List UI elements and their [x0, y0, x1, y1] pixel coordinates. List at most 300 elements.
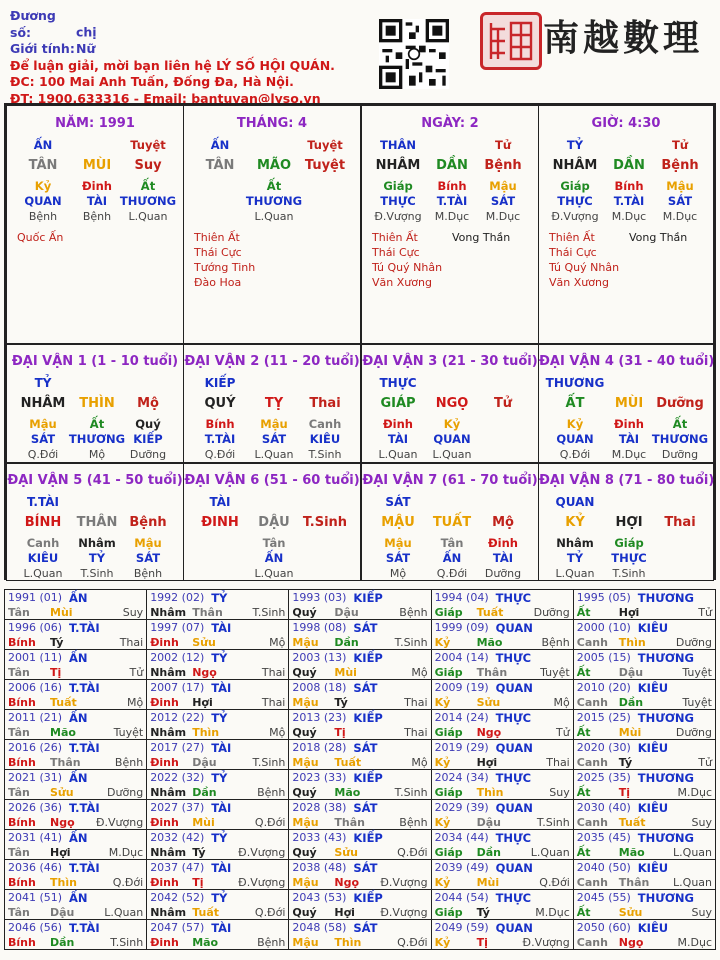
- pillar-row5-text: Đ.Vượng: [551, 210, 599, 223]
- year-god: KIẾP: [353, 711, 383, 725]
- year-stage: Tuyệt: [682, 696, 712, 709]
- pillar-mid-text: Suy: [134, 158, 162, 173]
- year-cell-content: [574, 650, 715, 679]
- year-cell: [147, 920, 289, 950]
- year-stem: Canh: [576, 936, 608, 949]
- pillar-row3-text: Bính: [437, 179, 467, 193]
- dai-van-row5-text: T.Sinh: [612, 567, 646, 580]
- dai-van-mid-text: ẤT: [565, 396, 585, 411]
- year-god: KIẾP: [353, 891, 383, 905]
- year-cell: [431, 770, 573, 800]
- year-god: ẤN: [69, 771, 88, 785]
- year-cell: [289, 770, 431, 800]
- dai-van-row3-text: Tân: [440, 536, 464, 550]
- year-god: T.TÀI: [69, 681, 100, 695]
- year-god: SÁT: [353, 741, 378, 755]
- pillar-row4-text: THỰC: [557, 194, 593, 208]
- year-label: 2050 (60): [576, 921, 631, 934]
- dai-van-row4-text: T.TÀI: [204, 432, 236, 446]
- year-stem: Canh: [576, 756, 608, 769]
- year-label: 2016 (26): [8, 741, 63, 754]
- year-stem: Đinh: [150, 636, 179, 649]
- pillar-row3-text: Giáp: [383, 179, 413, 193]
- year-label: 2024 (34): [434, 771, 489, 784]
- pillar-row5-text: M.Dục: [434, 210, 470, 223]
- pillar-top-text: ẤN: [210, 138, 230, 152]
- year-cell: [431, 890, 573, 920]
- dai-van-row3-text: Mậu: [134, 536, 162, 550]
- dai-van-row3-text: Canh: [308, 417, 342, 431]
- year-cell-content: [147, 800, 288, 829]
- year-god: TÀI: [211, 621, 232, 635]
- year-stage: Thai: [119, 636, 144, 649]
- dai-van-god: TỶ: [34, 376, 52, 390]
- year-label: 2027 (37): [150, 801, 205, 814]
- dai-van-god: QUAN: [555, 495, 595, 509]
- year-god: KIẾP: [353, 651, 383, 665]
- year-stage: Tuyệt: [113, 726, 144, 739]
- pillar-mid-text: Tuyệt: [304, 158, 346, 173]
- year-label: 2019 (29): [434, 741, 489, 754]
- year-god: THỰC: [495, 711, 532, 725]
- year-god: THƯƠNG: [637, 831, 694, 845]
- year-cell: [573, 620, 715, 650]
- year-stem: Quý: [292, 786, 317, 799]
- year-cell-content: [432, 860, 573, 889]
- year-cell-content: [289, 920, 430, 949]
- star-left: Văn Xương: [549, 276, 609, 289]
- year-branch: Thân: [50, 756, 81, 769]
- year-cell: [5, 890, 147, 920]
- year-branch: Tý: [50, 636, 64, 649]
- year-cell-content: [5, 890, 146, 919]
- year-cell: [431, 680, 573, 710]
- year-cell: [147, 890, 289, 920]
- qr-code-icon: [379, 19, 449, 89]
- dai-van-row5-text: L.Quan: [254, 448, 294, 461]
- year-cell: [431, 650, 573, 680]
- year-god: TÀI: [211, 921, 232, 935]
- star-left: Thái Cực: [194, 246, 242, 259]
- year-stage: Dưỡng: [107, 786, 144, 799]
- year-stem: Kỷ: [434, 816, 451, 829]
- year-cell: [431, 830, 573, 860]
- year-cell-content: [147, 590, 288, 619]
- year-cell: [289, 920, 431, 950]
- pillar-mid-text: TÂN: [28, 158, 58, 173]
- year-cell-content: [147, 650, 288, 679]
- year-god: SÁT: [353, 921, 378, 935]
- year-cell-content: [432, 740, 573, 769]
- pillar-top-text: THÂN: [380, 138, 416, 152]
- year-branch: Thìn: [192, 726, 220, 739]
- dai-van-row4-text: SÁT: [385, 551, 411, 565]
- year-cell-content: [147, 770, 288, 799]
- pillar-top-text: Tử: [494, 138, 512, 152]
- year-cell-content: [5, 680, 146, 709]
- pillar-cell: [538, 105, 714, 344]
- year-cell-content: [432, 800, 573, 829]
- dai-van-mid-text: NGỌ: [435, 396, 469, 411]
- dai-van-row5-text: T.Sinh: [308, 448, 342, 461]
- dai-van-title: ĐẠI VẬN 6 (51 - 60 tuổi): [184, 473, 360, 488]
- year-cell: [5, 830, 147, 860]
- year-cell-content: [432, 650, 573, 679]
- dai-van-mid-text: Mộ: [137, 396, 159, 411]
- year-stage: Bệnh: [257, 936, 286, 949]
- dai-van-title: ĐẠI VẬN 8 (71 - 80 tuổi): [539, 473, 715, 488]
- dai-van-god: SÁT: [385, 495, 411, 509]
- year-stem: Bính: [8, 936, 36, 949]
- dai-van-row4-text: QUAN: [433, 432, 471, 446]
- dai-van-row5-text: L.Quan: [23, 567, 63, 580]
- year-label: 2036 (46): [8, 861, 63, 874]
- year-stem: Đinh: [150, 816, 179, 829]
- year-cell-content: [432, 890, 573, 919]
- year-branch: Mùi: [476, 876, 500, 889]
- year-stem: Canh: [576, 816, 608, 829]
- dai-van-row3-text: Canh: [26, 536, 60, 550]
- year-cell: [573, 860, 715, 890]
- year-stem: Kỷ: [434, 936, 451, 949]
- year-stem: Canh: [576, 636, 608, 649]
- year-stem: Tân: [8, 666, 30, 679]
- gender-value: Nữ: [76, 41, 96, 56]
- pillar-row3-text: Bính: [614, 179, 644, 193]
- year-stage: Đ.Vượng: [238, 846, 286, 859]
- year-stem: Kỷ: [434, 756, 451, 769]
- year-stage: Q.Đới: [254, 816, 286, 829]
- year-stage: T.Sinh: [394, 786, 428, 799]
- star-right: Vong Thần: [629, 231, 688, 244]
- year-god: ẤN: [69, 651, 88, 665]
- pillar-mid-text: NHÂM: [375, 158, 421, 173]
- year-god: KIẾP: [353, 831, 383, 845]
- year-label: 1997 (07): [150, 621, 205, 634]
- dai-van-row4-text: ẤN: [264, 551, 284, 565]
- year-label: 2028 (38): [292, 801, 347, 814]
- dai-van-row4-text: SÁT: [261, 432, 287, 446]
- year-cell: [573, 710, 715, 740]
- year-branch: Tuất: [618, 816, 646, 829]
- year-branch: Thân: [334, 816, 365, 829]
- year-stem: Nhâm: [150, 786, 187, 799]
- year-branch: Tị: [618, 786, 631, 799]
- year-stem: Nhâm: [150, 726, 187, 739]
- dai-van-mid-text: NHÂM: [20, 396, 66, 411]
- year-stage: Mộ: [269, 636, 286, 649]
- year-god: QUAN: [495, 921, 533, 935]
- star-left: Tú Quý Nhân: [549, 261, 620, 274]
- year-stage: Tuyệt: [682, 666, 712, 679]
- year-label: 2044 (54): [434, 891, 489, 904]
- dai-van-row5-text: Mộ: [88, 448, 106, 461]
- year-label: 2018 (28): [292, 741, 347, 754]
- year-stem: Bính: [8, 816, 36, 829]
- star-left: Thiên Ất: [372, 231, 418, 244]
- year-cell-content: [574, 710, 715, 739]
- year-label: 2025 (35): [576, 771, 631, 784]
- year-cell: [431, 860, 573, 890]
- year-stage: Tử: [556, 726, 570, 739]
- pillar-title: NĂM: 1991: [55, 116, 135, 131]
- year-cell: [5, 770, 147, 800]
- year-cell: [5, 860, 147, 890]
- dai-van-row4-text: THƯƠNG: [68, 432, 126, 446]
- year-label: 2033 (43): [292, 831, 347, 844]
- year-stem: Mậu: [292, 696, 319, 709]
- year-cell: [147, 740, 289, 770]
- year-label: 2032 (42): [150, 831, 205, 844]
- year-cell: [573, 740, 715, 770]
- year-stage: Tử: [698, 756, 712, 769]
- seal-stamp-icon: [480, 12, 542, 70]
- dai-van-row5-text: Q.Đới: [204, 448, 236, 461]
- year-branch: Ngọ: [192, 666, 217, 679]
- year-stem: Giáp: [434, 666, 463, 679]
- year-cell: [573, 920, 715, 950]
- year-cell-content: [289, 680, 430, 709]
- year-cell: [573, 830, 715, 860]
- dai-van-cell: [183, 344, 361, 463]
- year-stem: Canh: [576, 696, 608, 709]
- year-branch: Tuất: [334, 756, 362, 769]
- pillar-row3-text: Mậu: [489, 179, 517, 193]
- year-cell: [289, 740, 431, 770]
- year-branch: Dậu: [50, 906, 75, 919]
- year-label: 2005 (15): [576, 651, 631, 664]
- year-god: QUAN: [495, 681, 533, 695]
- year-god: ẤN: [69, 591, 88, 605]
- dai-van-row4-text: QUAN: [556, 432, 594, 446]
- pillar-row3-text: Kỷ: [34, 179, 52, 193]
- year-stem: Đinh: [150, 756, 179, 769]
- dai-van-row4-text: THƯƠNG: [651, 432, 709, 446]
- year-branch: Ngọ: [334, 876, 360, 889]
- year-cell: [289, 890, 431, 920]
- dai-van-row5-text: T.Sinh: [80, 567, 114, 580]
- year-label: 2047 (57): [150, 921, 205, 934]
- dai-van-row5-text: L.Quan: [555, 567, 595, 580]
- year-stage: Tuyệt: [540, 666, 570, 679]
- year-cell-content: [574, 680, 715, 709]
- dai-van-row3-text: Đinh: [614, 417, 644, 431]
- year-label: 2041 (51): [8, 891, 63, 904]
- year-cell: [431, 710, 573, 740]
- year-god: T.TÀI: [69, 621, 100, 635]
- year-stem: Quý: [292, 666, 317, 679]
- year-stage: Thai: [404, 696, 428, 709]
- year-god: TÀI: [211, 801, 232, 815]
- year-cell-content: [147, 680, 288, 709]
- year-label: 2038 (48): [292, 861, 347, 874]
- pillar-row5-text: Bệnh: [28, 210, 58, 223]
- year-god: KIẾP: [353, 591, 383, 605]
- pillar-row4-text: T.TÀI: [436, 194, 468, 208]
- year-cell-content: [574, 920, 715, 949]
- year-label: 2006 (16): [8, 681, 63, 694]
- pillar-top-text: TỶ: [566, 138, 584, 152]
- dai-van-title: ĐẠI VẬN 5 (41 - 50 tuổi): [7, 473, 183, 488]
- year-stage: Tử: [129, 666, 144, 679]
- year-label: 2023 (33): [292, 771, 347, 784]
- year-cell-content: [289, 890, 430, 919]
- year-branch: Dần: [192, 786, 217, 799]
- year-stage: Bệnh: [541, 636, 570, 649]
- year-stem: Ất: [576, 726, 591, 739]
- dai-van-cell: [538, 463, 714, 581]
- year-label: 2008 (18): [292, 681, 347, 694]
- year-branch: Tuất: [192, 906, 219, 919]
- dai-van-row3-text: Kỷ: [566, 417, 584, 431]
- year-stage: Thai: [404, 726, 428, 739]
- year-cell-content: [5, 860, 146, 889]
- pillar-row4-text: SÁT: [490, 194, 516, 208]
- year-stage: Suy: [122, 606, 144, 619]
- year-stage: Dưỡng: [675, 726, 712, 739]
- dai-van-title: ĐẠI VẬN 1 (1 - 10 tuổi): [11, 354, 179, 369]
- year-god: QUAN: [495, 801, 533, 815]
- year-label: 1993 (03): [292, 591, 347, 604]
- year-branch: Tị: [50, 666, 62, 679]
- dai-van-cell: [183, 463, 361, 581]
- year-god: T.TÀI: [69, 861, 100, 875]
- year-god: QUAN: [495, 741, 533, 755]
- pillar-row3-text: Ất: [140, 179, 156, 193]
- year-stage: Mộ: [411, 756, 428, 769]
- pillar-mid-text: TÂN: [205, 158, 235, 173]
- year-stage: Thai: [261, 666, 286, 679]
- dai-van-god: THƯƠNG: [545, 376, 605, 390]
- year-label: 2022 (32): [150, 771, 205, 784]
- year-branch: Mão: [618, 846, 645, 859]
- year-god: T.TÀI: [69, 741, 100, 755]
- year-stem: Nhâm: [150, 666, 187, 679]
- dai-van-cell: [6, 344, 184, 463]
- year-cell: [5, 800, 147, 830]
- year-branch: Sửu: [192, 636, 216, 649]
- year-cell: [431, 620, 573, 650]
- year-god: TÀI: [211, 861, 232, 875]
- year-cell-content: [289, 650, 430, 679]
- dai-van-cell: [361, 463, 539, 581]
- dai-van-row5-text: Q.Đới: [559, 448, 591, 461]
- dai-van-row3-text: Quý: [135, 417, 161, 431]
- year-stage: Đ.Vượng: [380, 906, 428, 919]
- star-left: Văn Xương: [372, 276, 432, 289]
- dai-van-row3-text: Mậu: [260, 417, 288, 431]
- year-cell-content: [574, 830, 715, 859]
- annual-table: [4, 589, 716, 953]
- dai-van-mid-text: Mộ: [492, 515, 514, 530]
- year-label: 2039 (49): [434, 861, 489, 874]
- year-cell: [147, 650, 289, 680]
- pillar-mid-text: DẦN: [613, 158, 645, 173]
- star-left: Thiên Ất: [549, 231, 595, 244]
- year-god: TỶ: [211, 831, 228, 845]
- dai-van-title: ĐẠI VẬN 7 (61 - 70 tuổi): [362, 473, 538, 488]
- year-label: 2045 (55): [576, 891, 631, 904]
- year-label: 2001 (11): [8, 651, 63, 664]
- year-label: 2046 (56): [8, 921, 63, 934]
- dai-van-mid-text: Tử: [493, 396, 513, 411]
- pillar-top-text: Tuyệt: [130, 138, 166, 152]
- year-cell: [5, 920, 147, 950]
- dai-van-mid-text: THÌN: [79, 396, 115, 411]
- year-god: THỰC: [495, 771, 532, 785]
- pillar-title: NGÀY: 2: [421, 116, 479, 131]
- dai-van-row3-text: Ất: [89, 417, 105, 431]
- year-label: 2042 (52): [150, 891, 205, 904]
- year-cell-content: [289, 830, 430, 859]
- year-cell-content: [289, 800, 430, 829]
- year-stage: Dưỡng: [675, 636, 712, 649]
- dai-van-god: KIẾP: [204, 376, 236, 390]
- dai-van-row3-text: Tân: [262, 536, 286, 550]
- pillar-mid-text: Bệnh: [484, 158, 522, 173]
- year-god: ẤN: [69, 831, 88, 845]
- dai-van-row5-text: Dưỡng: [484, 567, 522, 580]
- year-god: KIÊU: [637, 921, 669, 935]
- year-stem: Đinh: [150, 876, 179, 889]
- year-stage: Q.Đới: [112, 876, 144, 889]
- dai-van-mid-text: BÍNH: [24, 515, 62, 530]
- pillar-row5-text: L.Quan: [254, 210, 294, 223]
- year-stage: Q.Đới: [397, 846, 428, 859]
- pillar-row3-text: Giáp: [560, 179, 590, 193]
- year-label: 2010 (20): [576, 681, 631, 694]
- year-stem: Bính: [8, 756, 36, 769]
- year-stage: T.Sinh: [110, 936, 144, 949]
- year-branch: Thìn: [50, 876, 77, 889]
- year-stem: Ất: [576, 606, 591, 619]
- year-god: KIẾP: [353, 771, 383, 785]
- pillar-cell: [6, 105, 184, 344]
- dai-van-mid-text: THÂN: [76, 515, 118, 530]
- year-stage: Thai: [546, 756, 570, 769]
- star-left: Thái Cực: [372, 246, 420, 259]
- year-cell-content: [289, 770, 430, 799]
- year-stage: Bệnh: [399, 816, 428, 829]
- year-cell-content: [574, 860, 715, 889]
- year-stem: Nhâm: [150, 906, 187, 919]
- year-label: 2020 (30): [576, 741, 631, 754]
- year-god: TÀI: [211, 681, 232, 695]
- year-god: TỶ: [211, 591, 228, 605]
- dai-van-row5-text: Q.Đới: [436, 567, 468, 580]
- year-stem: Ất: [576, 666, 591, 679]
- year-branch: Hợi: [50, 846, 71, 859]
- year-god: KIÊU: [637, 801, 669, 815]
- year-label: 2015 (25): [576, 711, 631, 724]
- dai-van-row3-text: Nhâm: [556, 536, 594, 550]
- year-god: TỶ: [211, 651, 228, 665]
- year-stem: Giáp: [434, 846, 463, 859]
- year-cell-content: [432, 830, 573, 859]
- dai-van-row5-text: M.Dục: [611, 448, 647, 461]
- star-left: Tướng Tinh: [194, 261, 256, 274]
- year-branch: Sửu: [334, 846, 358, 859]
- year-cell-content: [147, 740, 288, 769]
- star-left: Thái Cực: [549, 246, 597, 259]
- year-cell: [573, 770, 715, 800]
- year-branch: Sửu: [618, 906, 643, 919]
- year-stem: Quý: [292, 846, 317, 859]
- year-stem: Tân: [8, 606, 30, 619]
- year-cell: [431, 920, 573, 950]
- pillar-row4-text: THỰC: [380, 194, 416, 208]
- pillar-mid-text: NHÂM: [552, 158, 598, 173]
